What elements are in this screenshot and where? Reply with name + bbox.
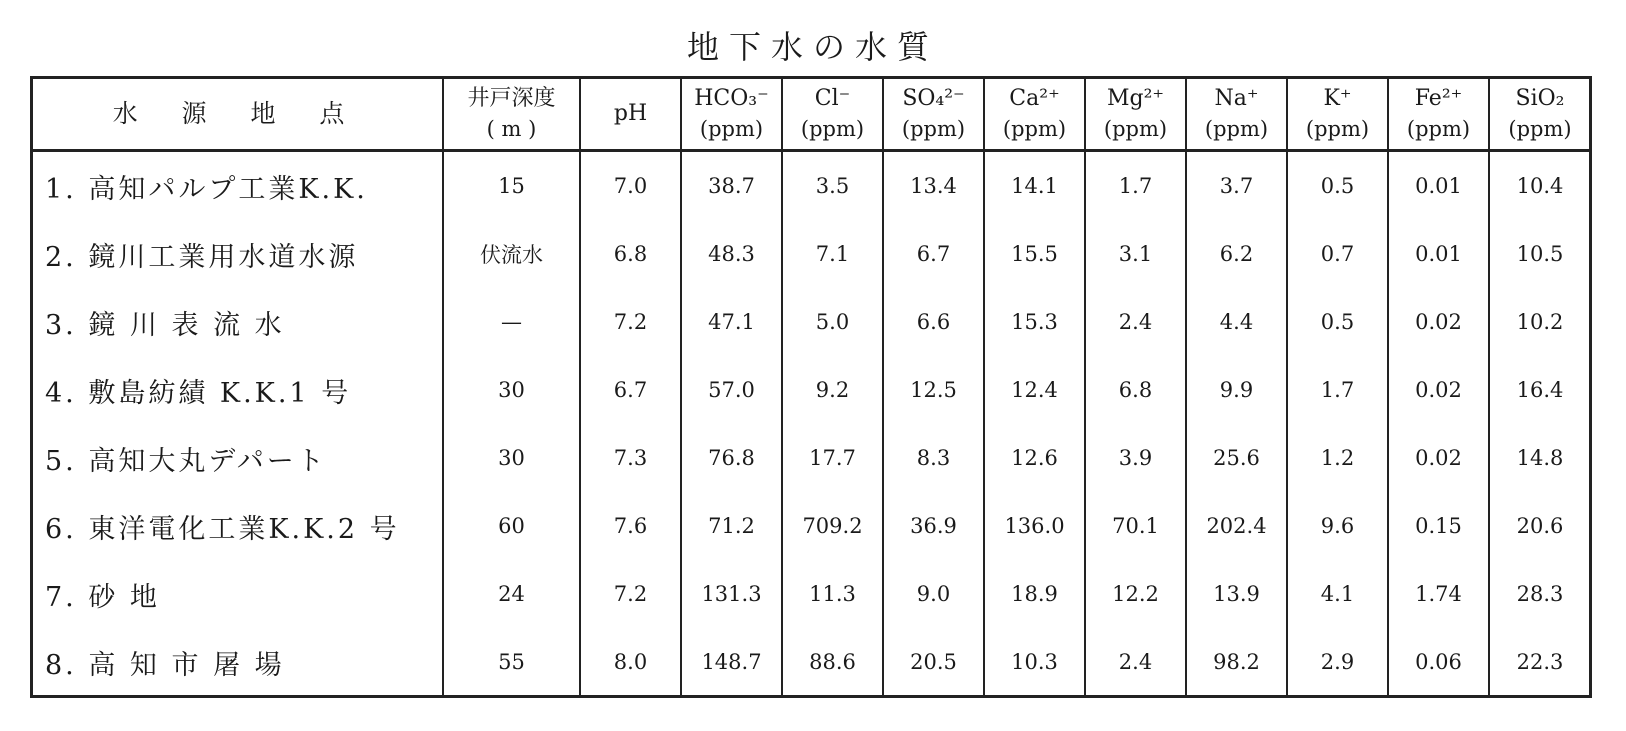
cell-hco3: 47.1 (681, 288, 782, 356)
header-ph: pH (580, 79, 681, 151)
header-sio2 (1489, 79, 1590, 151)
cell-sio2: 16.4 (1489, 356, 1590, 424)
cell-mg: 12.2 (1085, 560, 1186, 628)
header-mg (1085, 79, 1186, 151)
cell-site: 6. 東洋電化工業K.K.2 号 (45, 513, 400, 545)
cell-so4: 13.4 (883, 151, 984, 221)
cell-ph: 7.2 (580, 288, 681, 356)
cell-fe: 0.02 (1388, 288, 1489, 356)
header-mg-unit: (ppm) (1103, 117, 1168, 141)
header-depth-unit: ( m ) (486, 117, 537, 141)
table-row (33, 560, 1590, 628)
header-sio2-unit: (ppm) (1508, 117, 1572, 141)
header-k-unit: (ppm) (1305, 117, 1370, 141)
cell-sio2: 14.8 (1489, 424, 1590, 492)
cell-mg: 3.1 (1085, 220, 1186, 288)
cell-cl: 3.5 (782, 151, 883, 221)
cell-depth: 55 (443, 628, 580, 696)
cell-k: 0.5 (1287, 151, 1388, 221)
cell-hco3: 71.2 (681, 492, 782, 560)
cell-na: 25.6 (1186, 424, 1287, 492)
cell-fe: 1.74 (1388, 560, 1489, 628)
header-depth-label: 井戸深度 (467, 86, 556, 111)
cell-so4: 20.5 (883, 628, 984, 696)
cell-depth: 60 (443, 492, 580, 560)
cell-hco3: 57.0 (681, 356, 782, 424)
cell-ph: 7.3 (580, 424, 681, 492)
cell-ph: 6.8 (580, 220, 681, 288)
cell-depth: 24 (443, 560, 580, 628)
cell-ca: 15.3 (984, 288, 1085, 356)
cell-k: 9.6 (1287, 492, 1388, 560)
cell-ph: 8.0 (580, 628, 681, 696)
cell-na: 202.4 (1186, 492, 1287, 560)
cell-sio2: 28.3 (1489, 560, 1590, 628)
cell-sio2: 10.4 (1489, 151, 1590, 221)
cell-sio2: 20.6 (1489, 492, 1590, 560)
header-site: 水 源 地 点 (33, 79, 443, 151)
header-hco3-label: HCO₃⁻ (694, 86, 769, 111)
cell-na: 13.9 (1186, 560, 1287, 628)
table-body (33, 151, 1590, 697)
header-k (1287, 79, 1388, 151)
cell-so4: 12.5 (883, 356, 984, 424)
header-k-label: K⁺ (1323, 86, 1352, 111)
header-cl-label: Cl⁻ (814, 86, 851, 111)
cell-ca: 15.5 (984, 220, 1085, 288)
header-ca-unit: (ppm) (1002, 117, 1067, 141)
cell-ca: 12.6 (984, 424, 1085, 492)
cell-ph: 7.0 (580, 151, 681, 221)
cell-k: 0.5 (1287, 288, 1388, 356)
cell-na: 4.4 (1186, 288, 1287, 356)
cell-site: 5. 高知大丸デパート (45, 445, 327, 477)
cell-site: 7. 砂 地 (45, 581, 160, 613)
cell-k: 1.2 (1287, 424, 1388, 492)
cell-site: 2. 鏡川工業用水道水源 (45, 241, 359, 273)
cell-cl: 11.3 (782, 560, 883, 628)
cell-hco3: 131.3 (681, 560, 782, 628)
cell-k: 4.1 (1287, 560, 1388, 628)
cell-so4: 6.7 (883, 220, 984, 288)
cell-so4: 8.3 (883, 424, 984, 492)
cell-depth: 伏流水 (443, 220, 580, 288)
header-so4-label: SO₄²⁻ (902, 86, 965, 111)
header-cl-unit: (ppm) (800, 117, 865, 141)
cell-k: 1.7 (1287, 356, 1388, 424)
cell-k: 0.7 (1287, 220, 1388, 288)
cell-mg: 1.7 (1085, 151, 1186, 221)
header-fe-label: Fe²⁺ (1414, 86, 1463, 111)
cell-ph: 7.6 (580, 492, 681, 560)
cell-sio2: 10.2 (1489, 288, 1590, 356)
header-ca (984, 79, 1085, 151)
cell-cl: 88.6 (782, 628, 883, 696)
header-sio2-label: SiO₂ (1515, 86, 1565, 111)
cell-na: 9.9 (1186, 356, 1287, 424)
cell-site: 8. 高 知 市 屠 場 (45, 649, 285, 681)
cell-cl: 709.2 (782, 492, 883, 560)
cell-fe: 0.01 (1388, 220, 1489, 288)
table-row (33, 288, 1590, 356)
cell-mg: 70.1 (1085, 492, 1186, 560)
cell-ph: 7.2 (580, 560, 681, 628)
header-hco3-unit: (ppm) (699, 117, 764, 141)
header-mg-label: Mg²⁺ (1106, 86, 1165, 111)
cell-ca: 14.1 (984, 151, 1085, 221)
cell-site: 3. 鏡 川 表 流 水 (45, 309, 285, 341)
cell-cl: 17.7 (782, 424, 883, 492)
header-fe-unit: (ppm) (1406, 117, 1471, 141)
cell-ph: 6.7 (580, 356, 681, 424)
cell-sio2: 10.5 (1489, 220, 1590, 288)
cell-ca: 18.9 (984, 560, 1085, 628)
cell-cl: 7.1 (782, 220, 883, 288)
cell-so4: 36.9 (883, 492, 984, 560)
cell-cl: 5.0 (782, 288, 883, 356)
cell-cl: 9.2 (782, 356, 883, 424)
cell-depth: — (443, 288, 580, 356)
cell-hco3: 38.7 (681, 151, 782, 221)
cell-mg: 6.8 (1085, 356, 1186, 424)
cell-hco3: 148.7 (681, 628, 782, 696)
cell-site: 1. 高知パルプ工業K.K. (45, 173, 368, 205)
header-so4 (883, 79, 984, 151)
cell-fe: 0.06 (1388, 628, 1489, 696)
header-depth (443, 79, 580, 151)
cell-mg: 3.9 (1085, 424, 1186, 492)
cell-hco3: 48.3 (681, 220, 782, 288)
cell-na: 98.2 (1186, 628, 1287, 696)
cell-fe: 0.15 (1388, 492, 1489, 560)
cell-site: 4. 敷島紡績 K.K.1 号 (45, 377, 352, 409)
water-quality-table-frame (30, 76, 1592, 698)
cell-mg: 2.4 (1085, 628, 1186, 696)
table-row (33, 151, 1590, 221)
cell-depth: 30 (443, 424, 580, 492)
header-row (33, 79, 1590, 151)
table-row (33, 424, 1590, 492)
cell-fe: 0.01 (1388, 151, 1489, 221)
cell-depth: 15 (443, 151, 580, 221)
cell-fe: 0.02 (1388, 424, 1489, 492)
table-row (33, 492, 1590, 560)
header-so4-unit: (ppm) (901, 117, 966, 141)
header-na (1186, 79, 1287, 151)
cell-mg: 2.4 (1085, 288, 1186, 356)
header-cl (782, 79, 883, 151)
water-quality-table (33, 79, 1590, 696)
header-na-label: Na⁺ (1214, 86, 1259, 111)
header-na-unit: (ppm) (1204, 117, 1269, 141)
cell-ca: 10.3 (984, 628, 1085, 696)
cell-fe: 0.02 (1388, 356, 1489, 424)
cell-na: 3.7 (1186, 151, 1287, 221)
cell-so4: 9.0 (883, 560, 984, 628)
cell-depth: 30 (443, 356, 580, 424)
cell-k: 2.9 (1287, 628, 1388, 696)
cell-ca: 12.4 (984, 356, 1085, 424)
table-title: 地下水の水質 (686, 28, 939, 66)
table-row (33, 356, 1590, 424)
cell-ca: 136.0 (984, 492, 1085, 560)
header-hco3 (681, 79, 782, 151)
header-fe (1388, 79, 1489, 151)
cell-hco3: 76.8 (681, 424, 782, 492)
cell-na: 6.2 (1186, 220, 1287, 288)
header-ca-label: Ca²⁺ (1009, 86, 1060, 111)
cell-sio2: 22.3 (1489, 628, 1590, 696)
table-row (33, 220, 1590, 288)
table-row (33, 628, 1590, 696)
cell-so4: 6.6 (883, 288, 984, 356)
